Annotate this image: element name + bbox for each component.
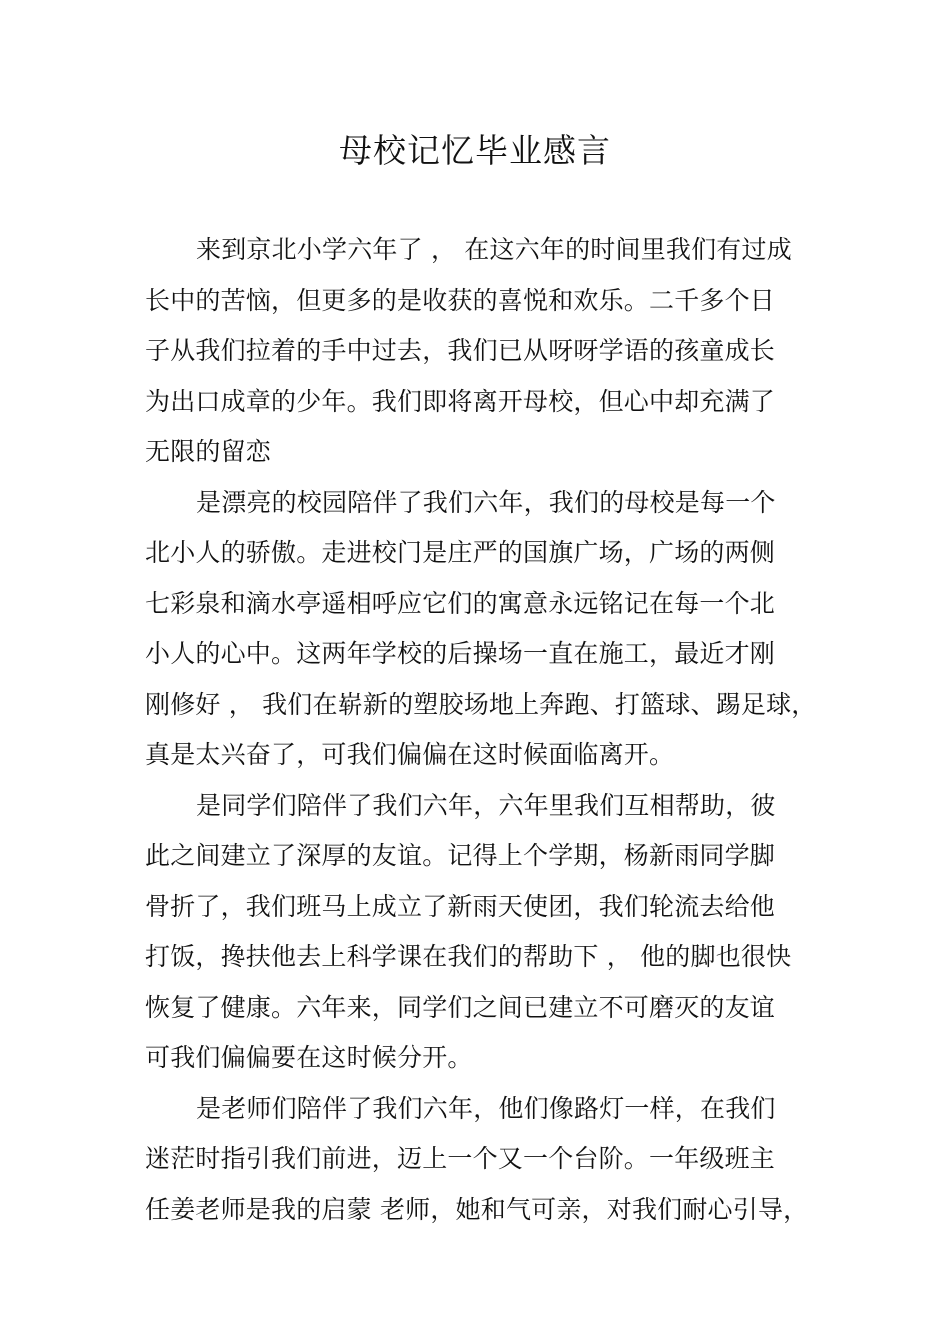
text-line: 是同学们陪伴了我们六年，六年里我们互相帮助，彼: [196, 790, 776, 820]
text-line: 任姜老师是我的启蒙 老师，她和气可亲，对我们耐心引导，: [145, 1194, 809, 1224]
text-line: 子从我们拉着的手中过去，我们已从呀呀学语的孩童成长: [145, 336, 776, 365]
text-line: 可我们偏偏要在这时候分开。: [145, 1043, 473, 1072]
text-line: 北小人的骄傲。走进校门是庄严的国旗广场，广场的两侧: [145, 538, 776, 567]
text-line: 为出口成章的少年。我们即将离开母校，但心中却充满了: [145, 386, 776, 416]
text-line: 骨折了，我们班马上成立了新雨天使团，我们轮流去给他: [145, 891, 776, 921]
text-line: 刚修好 ， 我们在崭新的塑胶场地上奔跑、打篮球、踢足球，: [145, 689, 817, 719]
document-title: 母校记忆毕业感言: [339, 131, 611, 170]
text-line: 来到京北小学六年了 ， 在这六年的时间里我们有过成: [196, 235, 792, 264]
text-line: 长中的苦恼，但更多的是收获的喜悦和欢乐。二千多个日: [145, 285, 776, 315]
text-line: 小人的心中。这两年学校的后操场一直在施工，最近才刚: [145, 639, 776, 668]
text-line: 真是太兴奋了，可我们偏偏在这时候面临离开。: [145, 740, 675, 769]
text-line: 迷茫时指引我们前进，迈上一个又一个台阶。一年级班主: [145, 1144, 776, 1173]
text-line: 恢复了健康。六年来，同学们之间已建立不可磨灭的友谊: [145, 992, 776, 1022]
text-line: 此之间建立了深厚的友谊。记得上个学期，杨新雨同学脚: [145, 841, 776, 870]
text-line: 打饭，搀扶他去上科学课在我们的帮助下 ， 他的脚也很快: [145, 942, 792, 971]
text-line: 七彩泉和滴水亭遥相呼应它们的寓意永远铭记在每一个北: [145, 588, 776, 618]
text-line: 是老师们陪伴了我们六年，他们像路灯一样，在我们: [196, 1093, 776, 1123]
text-line: 无限的留恋: [145, 437, 272, 466]
text-line: 是漂亮的校园陪伴了我们六年，我们的母校是每一个: [196, 487, 776, 517]
